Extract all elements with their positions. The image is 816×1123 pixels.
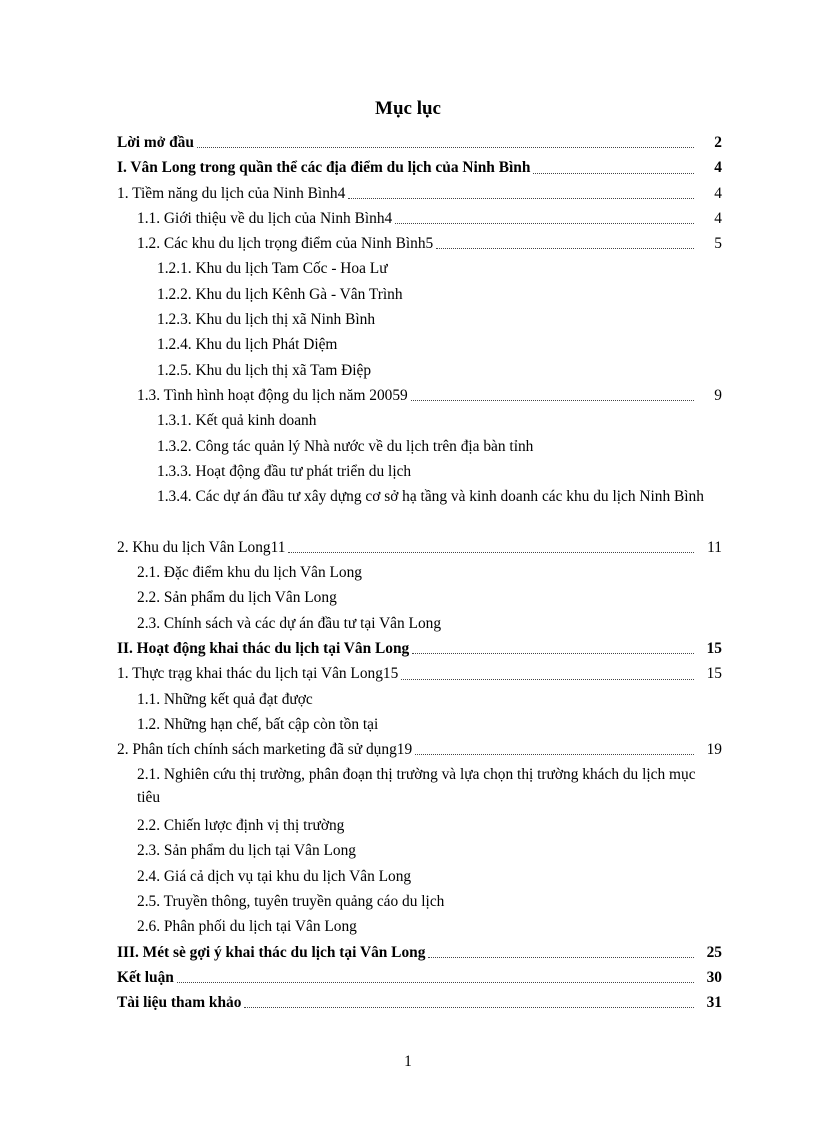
toc-leader-dots bbox=[411, 400, 694, 401]
toc-entry-title: 1.3. Tình hình hoạt động du lịch năm 20059 bbox=[137, 386, 408, 404]
toc-entry-title: Tài liệu tham khảo bbox=[117, 994, 242, 1012]
toc-entry bbox=[117, 914, 722, 939]
page-number: 1 bbox=[404, 1053, 412, 1070]
toc-entry bbox=[117, 434, 722, 459]
toc-entry bbox=[117, 813, 722, 838]
toc-leader-dots bbox=[412, 653, 694, 654]
toc-entry bbox=[117, 712, 722, 737]
toc-entry-title: 1. Tiềm năng du lịch của Ninh Bình4 bbox=[117, 184, 346, 202]
toc-entry bbox=[117, 206, 722, 231]
toc-entry bbox=[117, 889, 722, 914]
toc-entry bbox=[117, 990, 722, 1015]
toc-entry-title: 1.2.1. Khu du lịch Tam Cốc - Hoa Lư bbox=[157, 260, 388, 278]
toc-entry-title: 2.2. Sản phẩm du lịch Vân Long bbox=[137, 589, 337, 607]
toc-entry bbox=[117, 130, 722, 155]
toc-entry-title: 2.6. Phân phối du lịch tại Vân Long bbox=[137, 918, 357, 936]
toc-entry-title: 2.2. Chiến lược định vị thị trường bbox=[137, 817, 345, 835]
toc-leader-dots bbox=[348, 198, 694, 199]
toc-entry-title: 2.4. Giá cả dịch vụ tại khu du lịch Vân Long bbox=[137, 867, 412, 885]
toc-entry bbox=[117, 585, 722, 610]
toc-leader-dots bbox=[401, 679, 694, 680]
toc-entry bbox=[117, 332, 722, 357]
toc-entry-title: II. Hoạt động khai thác du lịch tại Vân Long bbox=[117, 639, 410, 657]
toc-entry-title: 2.5. Truyền thông, tuyên truyền quảng cáo du lịch bbox=[137, 892, 445, 910]
toc-entry bbox=[117, 256, 722, 281]
toc-entry bbox=[117, 864, 722, 889]
toc-page-number: 9 bbox=[714, 386, 722, 404]
toc-entry bbox=[117, 661, 722, 686]
toc-entry-title: Kết luận bbox=[117, 968, 174, 986]
toc-entry bbox=[117, 560, 722, 585]
toc-page-number: 25 bbox=[706, 943, 722, 961]
toc-entry bbox=[117, 535, 722, 560]
toc-entry-title: 1.3.4. Các dự án đầu tư xây dựng cơ sở hạ tầng và kinh doanh các khu du lịch Ninh Bình bbox=[157, 488, 704, 506]
toc-entry-title: 2. Khu du lịch Vân Long11 bbox=[117, 538, 286, 556]
toc-entry-title: 1.3.2. Công tác quản lý Nhà nước về du lịch trên địa bàn tỉnh bbox=[157, 437, 534, 455]
toc-leader-dots bbox=[177, 982, 694, 983]
toc-page-number: 5 bbox=[714, 235, 722, 253]
toc-entry-title: 1.2. Các khu du lịch trọng điểm của Ninh Bình5 bbox=[137, 235, 434, 253]
toc-entry bbox=[117, 155, 722, 180]
toc-entry-title: 1.2.5. Khu du lịch thị xã Tam Điệp bbox=[157, 361, 372, 379]
toc-page-number: 30 bbox=[706, 968, 722, 986]
toc-entry bbox=[117, 459, 722, 484]
toc-entry-title: I. Vân Long trong quần thể các địa điểm du lịch của Ninh Bình bbox=[117, 159, 531, 177]
toc-entry bbox=[117, 484, 722, 535]
toc-page-number: 31 bbox=[706, 994, 722, 1012]
toc-entry bbox=[117, 762, 722, 813]
toc-entry-title: 2.3. Sản phẩm du lịch tại Vân Long bbox=[137, 842, 357, 860]
toc-entry bbox=[117, 636, 722, 661]
toc-entry-title: 1.2.3. Khu du lịch thị xã Ninh Bình bbox=[157, 311, 376, 329]
toc-entry bbox=[117, 940, 722, 965]
toc-leader-dots bbox=[436, 248, 694, 249]
toc-entry-title: III. Mét sè gợi ý khai thác du lịch tại Vân Long bbox=[117, 943, 426, 961]
toc-page-number: 2 bbox=[714, 134, 722, 151]
toc-entry-title: 2.1. Đặc điểm khu du lịch Vân Long bbox=[137, 564, 362, 582]
toc-entry bbox=[117, 231, 722, 256]
toc-page-number: 11 bbox=[707, 538, 722, 556]
toc-entry bbox=[117, 965, 722, 990]
toc-entry bbox=[117, 358, 722, 383]
toc-entry bbox=[117, 181, 722, 206]
toc-entry-title: 1.3.1. Kết quả kinh doanh bbox=[157, 412, 317, 430]
toc-entry bbox=[117, 408, 722, 433]
toc-entry-title: 2.1. Nghiên cứu thị trường, phân đoạn thị trường và lựa chọn thị trường khách du lịch mục tiêu bbox=[137, 766, 696, 807]
toc-entry bbox=[117, 383, 722, 408]
toc-page-number: 4 bbox=[714, 209, 722, 227]
toc-entry-title: 1.2. Những hạn chế, bất cập còn tồn tại bbox=[137, 715, 379, 733]
toc-page-number: 15 bbox=[706, 639, 722, 657]
toc-entry-title: 1.3.3. Hoạt động đầu tư phát triển du lịch bbox=[157, 462, 412, 480]
toc-leader-dots bbox=[244, 1007, 694, 1008]
toc-leader-dots bbox=[395, 223, 694, 224]
toc-entry-title: 1.2.2. Khu du lịch Kênh Gà - Vân Trình bbox=[157, 285, 403, 303]
toc-entry-title: 1.2.4. Khu du lịch Phát Diệm bbox=[157, 336, 338, 354]
toc-page-number: 4 bbox=[714, 184, 722, 202]
toc-leader-dots bbox=[288, 552, 694, 553]
toc-page-number: 15 bbox=[706, 665, 722, 683]
toc-leader-dots bbox=[415, 754, 694, 755]
toc-entry bbox=[117, 737, 722, 762]
toc-entry-title: 1.1. Những kết quả đạt được bbox=[137, 690, 313, 708]
toc-leader-dots bbox=[533, 173, 694, 174]
toc-entry bbox=[117, 611, 722, 636]
table-of-contents bbox=[117, 130, 722, 1015]
toc-leader-dots bbox=[428, 957, 694, 958]
toc-entry bbox=[117, 282, 722, 307]
toc-entry bbox=[117, 687, 722, 712]
toc-leader-dots bbox=[197, 147, 694, 148]
toc-entry-title: Lời mở đầu bbox=[117, 134, 194, 151]
toc-entry-title: 2. Phân tích chính sách marketing đã sử dụng19 bbox=[117, 741, 413, 759]
toc-entry-title: 2.3. Chính sách và các dự án đầu tư tại Vân Long bbox=[137, 614, 442, 632]
toc-entry bbox=[117, 307, 722, 332]
toc-entry-title: 1. Thực trạg khai thác du lịch tại Vân Long15 bbox=[117, 665, 399, 683]
page-title: Mục lục bbox=[375, 98, 441, 119]
toc-page-number: 4 bbox=[714, 159, 722, 177]
toc-page-number: 19 bbox=[706, 741, 722, 759]
toc-entry bbox=[117, 838, 722, 863]
toc-entry-title: 1.1. Giới thiệu về du lịch của Ninh Bình4 bbox=[137, 209, 393, 227]
